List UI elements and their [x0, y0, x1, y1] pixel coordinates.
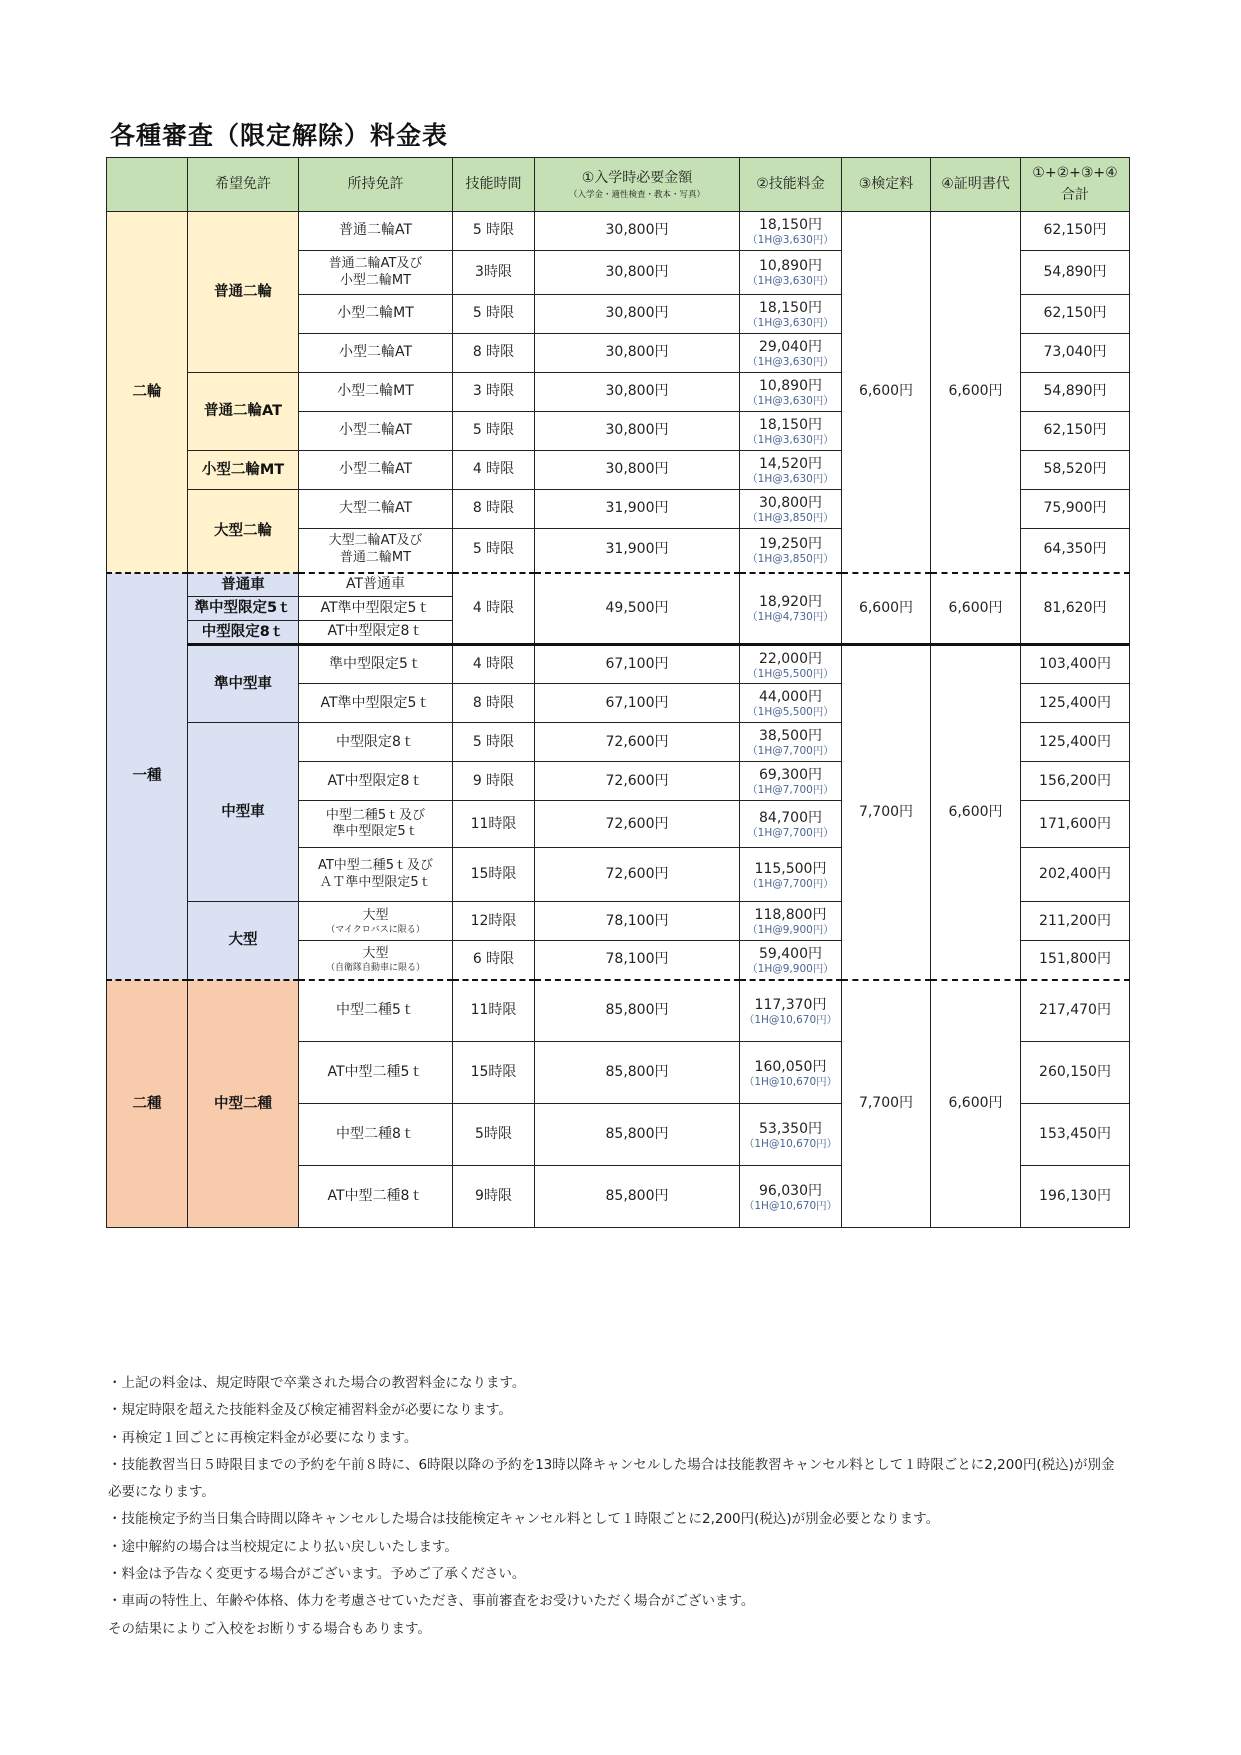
- total-fee: 211,200円: [1021, 902, 1130, 941]
- admission-fee: 72,600円: [535, 723, 740, 762]
- admission-fee: 31,900円: [535, 529, 740, 573]
- header-desired-license: 希望免許: [188, 158, 299, 212]
- desired-jun-chugata-5t: 準中型限定5ｔ: [188, 597, 299, 621]
- note: ・途中解約の場合は当校規定により払い戻しいたします。: [108, 1538, 458, 1555]
- header-certificate-fee: ④証明書代: [931, 158, 1021, 212]
- total-fee: 103,400円: [1021, 645, 1130, 684]
- held-license: 普通二輪AT及び 小型二輪MT: [299, 251, 453, 295]
- header-admission-fee: [535, 158, 740, 212]
- desired-jun-chugata-sha: 準中型車: [188, 645, 299, 723]
- skill-hours: 11時限: [453, 980, 535, 1042]
- note: ・規定時限を超えた技能料金及び検定補習料金が必要になります。: [108, 1402, 512, 1419]
- header-row: [107, 158, 1130, 212]
- total-fee: 62,150円: [1021, 295, 1130, 334]
- cert-fee-nishu: 6,600円: [931, 980, 1021, 1228]
- total-fee: 81,620円: [1021, 573, 1130, 645]
- desired-chugata-8t: 中型限定8ｔ: [188, 621, 299, 645]
- admission-fee: 85,800円: [535, 1104, 740, 1166]
- admission-fee: 67,100円: [535, 684, 740, 723]
- desired-futsu-nirin: 普通二輪: [188, 212, 299, 373]
- note: ・技能検定予約当日集合時間以降キャンセルした場合は技能検定キャンセル料として１時限ごとに2,200円(税込)が別金必要となります。: [108, 1511, 940, 1528]
- held-license: 小型二輪AT: [299, 334, 453, 373]
- desired-chugata-sha: 中型車: [188, 723, 299, 902]
- skill-hours: 5 時限: [453, 412, 535, 451]
- note: その結果によりご入校をお断りする場合もあります。: [108, 1620, 431, 1637]
- total-fee: 73,040円: [1021, 334, 1130, 373]
- skill-hours: 8 時限: [453, 684, 535, 723]
- skill-hours: 8 時限: [453, 334, 535, 373]
- header-total-label: 合計: [1061, 186, 1089, 203]
- total-fee: 54,890円: [1021, 373, 1130, 412]
- admission-fee: 72,600円: [535, 801, 740, 848]
- header-blank: [107, 158, 188, 212]
- note: ・料金は予告なく変更する場合がございます。予めご了承ください。: [108, 1566, 526, 1583]
- total-fee: 125,400円: [1021, 684, 1130, 723]
- skill-fee: 18,150円 （1H@3,630円）: [740, 295, 842, 334]
- note: ・車両の特性上、年齢や体格、体力を考慮させていただき、事前審査をお受けいただく場合がございます。: [108, 1593, 755, 1610]
- skill-fee: 38,500円 （1H@7,700円）: [740, 723, 842, 762]
- held-license: 中型二種5ｔ及び 準中型限定5ｔ: [299, 801, 453, 848]
- table-row: [107, 212, 1130, 251]
- page-title: 各種審査（限定解除）料金表: [110, 121, 449, 150]
- desired-futsu-nirin-at: 普通二輪AT: [188, 373, 299, 451]
- header-exam-fee: ③検定料: [842, 158, 931, 212]
- admission-fee: 30,800円: [535, 373, 740, 412]
- skill-fee: 18,920円 （1H@4,730円）: [740, 573, 842, 645]
- skill-fee: 84,700円 （1H@7,700円）: [740, 801, 842, 848]
- note: ・上記の料金は、規定時限で卒業された場合の教習料金になります。: [108, 1375, 526, 1391]
- exam-fee-nishu: 7,700円: [842, 980, 931, 1228]
- skill-hours: 4 時限: [453, 573, 535, 645]
- held-license: AT準中型限定5ｔ: [299, 684, 453, 723]
- held-license: AT中型限定8ｔ: [299, 762, 453, 801]
- skill-fee: 53,350円 （1H@10,670円）: [740, 1104, 842, 1166]
- note: ・再検定１回ごとに再検定料金が必要になります。: [108, 1429, 418, 1446]
- admission-fee: 49,500円: [535, 573, 740, 645]
- skill-hours: 5 時限: [453, 212, 535, 251]
- admission-fee: 30,800円: [535, 451, 740, 490]
- skill-hours: 15時限: [453, 1042, 535, 1104]
- skill-fee: 18,150円 （1H@3,630円）: [740, 212, 842, 251]
- fee-table: [106, 157, 1130, 1228]
- held-license: 小型二輪MT: [299, 373, 453, 412]
- skill-fee: 10,890円 （1H@3,630円）: [740, 373, 842, 412]
- held-license: 大型 （マイクロバスに限る）: [299, 902, 453, 941]
- cert-fee-isshu: 6,600円: [931, 645, 1021, 980]
- admission-fee: 67,100円: [535, 645, 740, 684]
- skill-fee: 96,030円 （1H@10,670円）: [740, 1166, 842, 1228]
- table-row: [107, 645, 1130, 684]
- total-fee: 196,130円: [1021, 1166, 1130, 1228]
- total-fee: 64,350円: [1021, 529, 1130, 573]
- held-license: 大型二輪AT: [299, 490, 453, 529]
- skill-hours: 4 時限: [453, 451, 535, 490]
- header-skill-fee: ②技能料金: [740, 158, 842, 212]
- exam-fee-at: 6,600円: [842, 573, 931, 645]
- admission-fee: 85,800円: [535, 1166, 740, 1228]
- skill-fee: 59,400円 （1H@9,900円）: [740, 941, 842, 980]
- skill-hours: 6 時限: [453, 941, 535, 980]
- notes: [108, 1370, 1118, 1643]
- skill-hours: 3 時限: [453, 373, 535, 412]
- skill-hours: 9 時限: [453, 762, 535, 801]
- skill-fee: 160,050円 （1H@10,670円）: [740, 1042, 842, 1104]
- held-license: AT中型限定8ｔ: [299, 621, 453, 645]
- held-license: 普通二輪AT: [299, 212, 453, 251]
- total-fee: 171,600円: [1021, 801, 1130, 848]
- held-license: 大型 （自衛隊自動車に限る）: [299, 941, 453, 980]
- held-license: AT普通車: [299, 573, 453, 597]
- admission-fee: 78,100円: [535, 902, 740, 941]
- total-fee: 202,400円: [1021, 848, 1130, 902]
- total-fee: 217,470円: [1021, 980, 1130, 1042]
- header-skill-hours: 技能時間: [453, 158, 535, 212]
- skill-fee: 22,000円 （1H@5,500円）: [740, 645, 842, 684]
- skill-fee: 30,800円 （1H@3,850円）: [740, 490, 842, 529]
- skill-fee: 44,000円 （1H@5,500円）: [740, 684, 842, 723]
- admission-fee: 30,800円: [535, 295, 740, 334]
- skill-hours: 5 時限: [453, 295, 535, 334]
- total-fee: 62,150円: [1021, 412, 1130, 451]
- skill-fee: 117,370円 （1H@10,670円）: [740, 980, 842, 1042]
- skill-hours: 12時限: [453, 902, 535, 941]
- total-fee: 62,150円: [1021, 212, 1130, 251]
- admission-fee: 85,800円: [535, 980, 740, 1042]
- skill-hours: 11時限: [453, 801, 535, 848]
- header-held-license: 所持免許: [299, 158, 453, 212]
- admission-fee: 30,800円: [535, 412, 740, 451]
- held-license: 小型二輪MT: [299, 295, 453, 334]
- skill-fee: 10,890円 （1H@3,630円）: [740, 251, 842, 295]
- skill-fee: 14,520円 （1H@3,630円）: [740, 451, 842, 490]
- exam-fee-nirin: 6,600円: [842, 212, 931, 573]
- total-fee: 153,450円: [1021, 1104, 1130, 1166]
- exam-fee-isshu: 7,700円: [842, 645, 931, 980]
- total-fee: 58,520円: [1021, 451, 1130, 490]
- held-license: 小型二輪AT: [299, 412, 453, 451]
- skill-hours: 8 時限: [453, 490, 535, 529]
- skill-fee: 19,250円 （1H@3,850円）: [740, 529, 842, 573]
- desired-ogata: 大型: [188, 902, 299, 980]
- total-fee: 75,900円: [1021, 490, 1130, 529]
- admission-fee: 30,800円: [535, 212, 740, 251]
- table-row: [107, 573, 1130, 597]
- total-fee: 151,800円: [1021, 941, 1130, 980]
- skill-hours: 5 時限: [453, 529, 535, 573]
- skill-hours: 3時限: [453, 251, 535, 295]
- header-total: [1021, 158, 1130, 212]
- cert-fee-at: 6,600円: [931, 573, 1021, 645]
- held-license: 中型二種8ｔ: [299, 1104, 453, 1166]
- held-license: 大型二輪AT及び 普通二輪MT: [299, 529, 453, 573]
- held-license: 中型限定8ｔ: [299, 723, 453, 762]
- admission-fee: 31,900円: [535, 490, 740, 529]
- admission-fee: 72,600円: [535, 848, 740, 902]
- table-row: [107, 980, 1130, 1042]
- group-isshu: 一種: [107, 573, 188, 980]
- held-license: 準中型限定5ｔ: [299, 645, 453, 684]
- desired-chugata-nishu: 中型二種: [188, 980, 299, 1228]
- skill-hours: 5 時限: [453, 723, 535, 762]
- held-license: AT準中型限定5ｔ: [299, 597, 453, 621]
- desired-kogata-nirin-mt: 小型二輪MT: [188, 451, 299, 490]
- desired-ogata-nirin: 大型二輪: [188, 490, 299, 573]
- group-nirin: 二輪: [107, 212, 188, 573]
- held-license: AT中型二種5ｔ: [299, 1042, 453, 1104]
- skill-fee: 115,500円 （1H@7,700円）: [740, 848, 842, 902]
- admission-fee: 78,100円: [535, 941, 740, 980]
- skill-hours: 15時限: [453, 848, 535, 902]
- header-admission-note: （入学金・適性検査・教本・写真）: [568, 189, 705, 200]
- admission-fee: 30,800円: [535, 251, 740, 295]
- total-fee: 260,150円: [1021, 1042, 1130, 1104]
- skill-fee: 118,800円 （1H@9,900円）: [740, 902, 842, 941]
- header-total-formula: ①+②+③+④: [1032, 164, 1118, 181]
- note: ・技能教習当日５時限目までの予約を午前８時に、6時限以降の予約を13時以降キャンセルした場合は技能教習キャンセル料として１時限ごとに2,200円(税込)が別金必要になります。: [108, 1456, 1115, 1501]
- admission-fee: 30,800円: [535, 334, 740, 373]
- held-license: AT中型二種8ｔ: [299, 1166, 453, 1228]
- header-admission-label: ①入学時必要金額: [581, 170, 693, 187]
- total-fee: 156,200円: [1021, 762, 1130, 801]
- held-license: 中型二種5ｔ: [299, 980, 453, 1042]
- held-license: 小型二輪AT: [299, 451, 453, 490]
- held-license: AT中型二種5ｔ及び ＡＴ準中型限定5ｔ: [299, 848, 453, 902]
- group-nishu: 二種: [107, 980, 188, 1228]
- total-fee: 125,400円: [1021, 723, 1130, 762]
- desired-futsu-sha: 普通車: [188, 573, 299, 597]
- admission-fee: 85,800円: [535, 1042, 740, 1104]
- skill-hours: 5時限: [453, 1104, 535, 1166]
- skill-fee: 18,150円 （1H@3,630円）: [740, 412, 842, 451]
- skill-hours: 9時限: [453, 1166, 535, 1228]
- skill-fee: 29,040円 （1H@3,630円）: [740, 334, 842, 373]
- skill-fee: 69,300円 （1H@7,700円）: [740, 762, 842, 801]
- cert-fee-nirin: 6,600円: [931, 212, 1021, 573]
- skill-hours: 4 時限: [453, 645, 535, 684]
- total-fee: 54,890円: [1021, 251, 1130, 295]
- admission-fee: 72,600円: [535, 762, 740, 801]
